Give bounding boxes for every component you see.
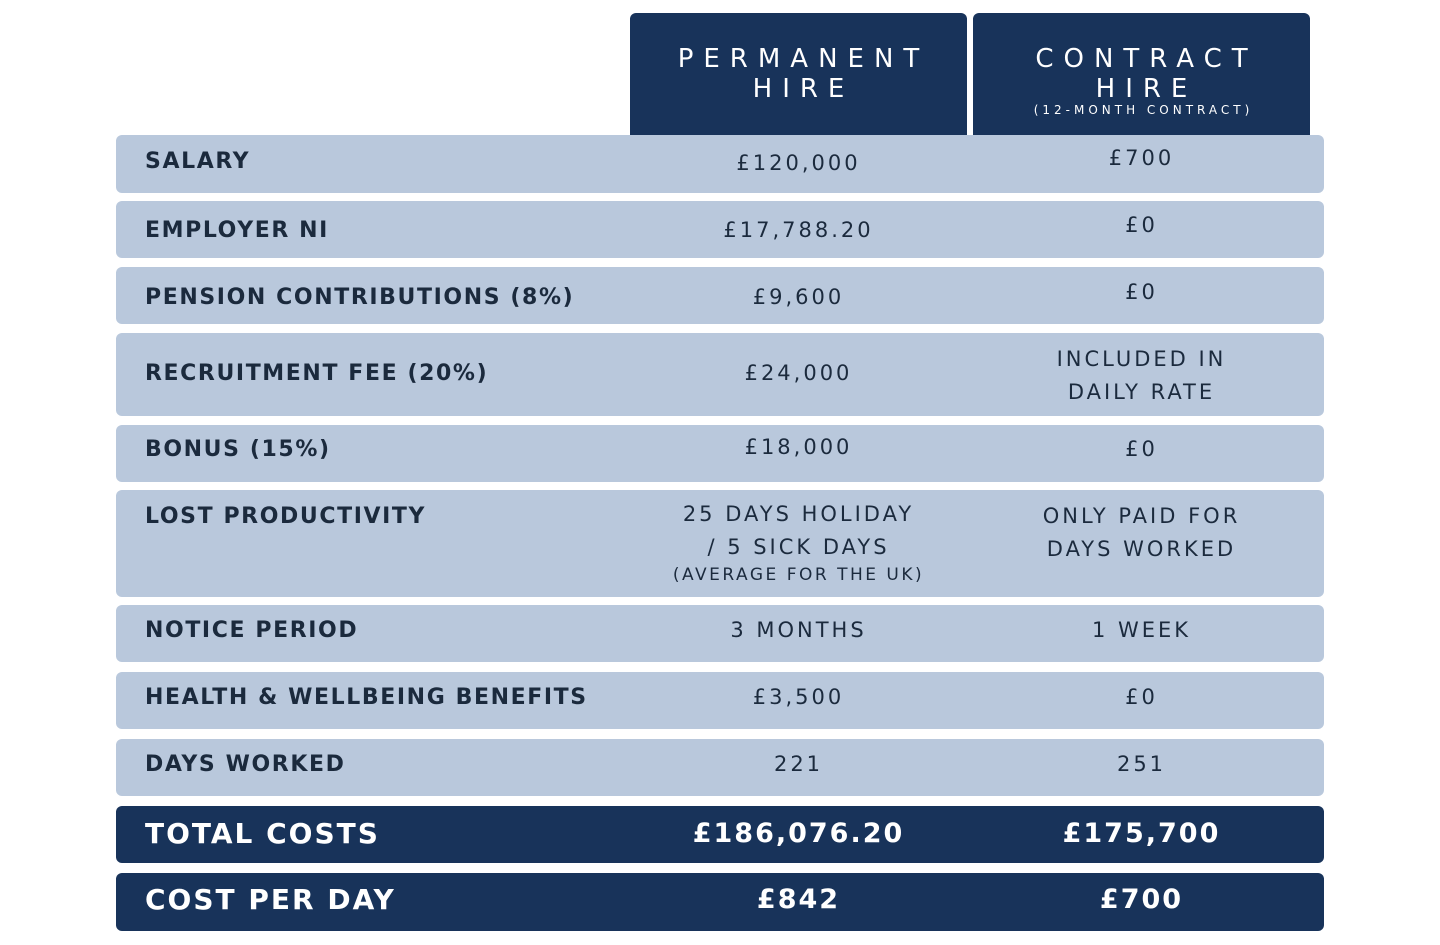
row-label: EMPLOYER NI [145, 218, 329, 243]
contract-value [973, 500, 1310, 566]
contract-value-line1: ONLY PAID FOR [1042, 504, 1241, 528]
permanent-header-line1: PERMANENT [677, 44, 930, 74]
contract-value-line2: DAYS WORKED [1046, 537, 1237, 561]
permanent-value: £842 [756, 884, 841, 915]
row-label: PENSION CONTRIBUTIONS (8%) [145, 285, 575, 310]
row-label: TOTAL COSTS [145, 817, 380, 850]
permanent-value: 221 [773, 752, 824, 776]
table-row-notice-period [116, 605, 1324, 662]
table-row-health-wellbeing [116, 672, 1324, 729]
permanent-value: £17,788.20 [723, 218, 874, 242]
table-row-days-worked [116, 739, 1324, 796]
contract-value: £0 [1125, 437, 1158, 461]
row-label: BONUS (15%) [145, 437, 331, 462]
row-label: RECRUITMENT FEE (20%) [145, 361, 489, 386]
table-row-bonus [116, 425, 1324, 482]
contract-value: £0 [1125, 280, 1158, 304]
row-label: SALARY [145, 149, 251, 174]
contract-value-line2: DAILY RATE [1067, 380, 1216, 404]
contract-value: £700 [1099, 884, 1184, 915]
permanent-value: £186,076.20 [692, 818, 905, 849]
permanent-value: 3 MONTHS [730, 618, 867, 642]
row-label: COST PER DAY [145, 883, 396, 916]
table-row-salary [116, 135, 1324, 193]
contract-value: £700 [1108, 146, 1175, 170]
permanent-value: £24,000 [744, 361, 853, 385]
contract-value [973, 343, 1310, 409]
permanent-value: £18,000 [744, 435, 853, 459]
permanent-value-line2: / 5 SICK DAYS [707, 535, 890, 559]
permanent-header-line2: HIRE [752, 74, 855, 104]
table-row-cost-per-day [116, 873, 1324, 931]
row-label: LOST PRODUCTIVITY [145, 504, 427, 529]
table-row-employer-ni [116, 201, 1324, 258]
contract-value: 251 [1116, 752, 1167, 776]
contract-header-line2: HIRE [1095, 74, 1198, 104]
permanent-value: £9,600 [752, 285, 845, 309]
row-label: HEALTH & WELLBEING BENEFITS [145, 685, 588, 710]
contract-value-line1: INCLUDED IN [1056, 347, 1227, 371]
contract-hire-header [973, 13, 1310, 135]
contract-header-line1: CONTRACT [1035, 44, 1258, 74]
contract-value: £175,700 [1062, 818, 1221, 849]
table-row-pension [116, 267, 1324, 324]
table-row-total-costs [116, 806, 1324, 863]
row-label: NOTICE PERIOD [145, 618, 359, 643]
contract-header-subtitle: (12-MONTH CONTRACT) [1033, 103, 1254, 117]
permanent-value-line1: 25 DAYS HOLIDAY [682, 502, 915, 526]
contract-value: 1 WEEK [1091, 618, 1192, 642]
permanent-value [630, 498, 967, 586]
contract-value: £0 [1125, 685, 1158, 709]
permanent-value-note: (AVERAGE FOR THE UK) [672, 565, 925, 585]
table-row-lost-productivity [116, 490, 1324, 597]
permanent-value: £3,500 [752, 685, 845, 709]
contract-value: £0 [1125, 213, 1158, 237]
permanent-hire-header [630, 13, 967, 135]
table-row-recruitment-fee [116, 333, 1324, 416]
permanent-value: £120,000 [736, 151, 861, 175]
row-label: DAYS WORKED [145, 752, 346, 777]
